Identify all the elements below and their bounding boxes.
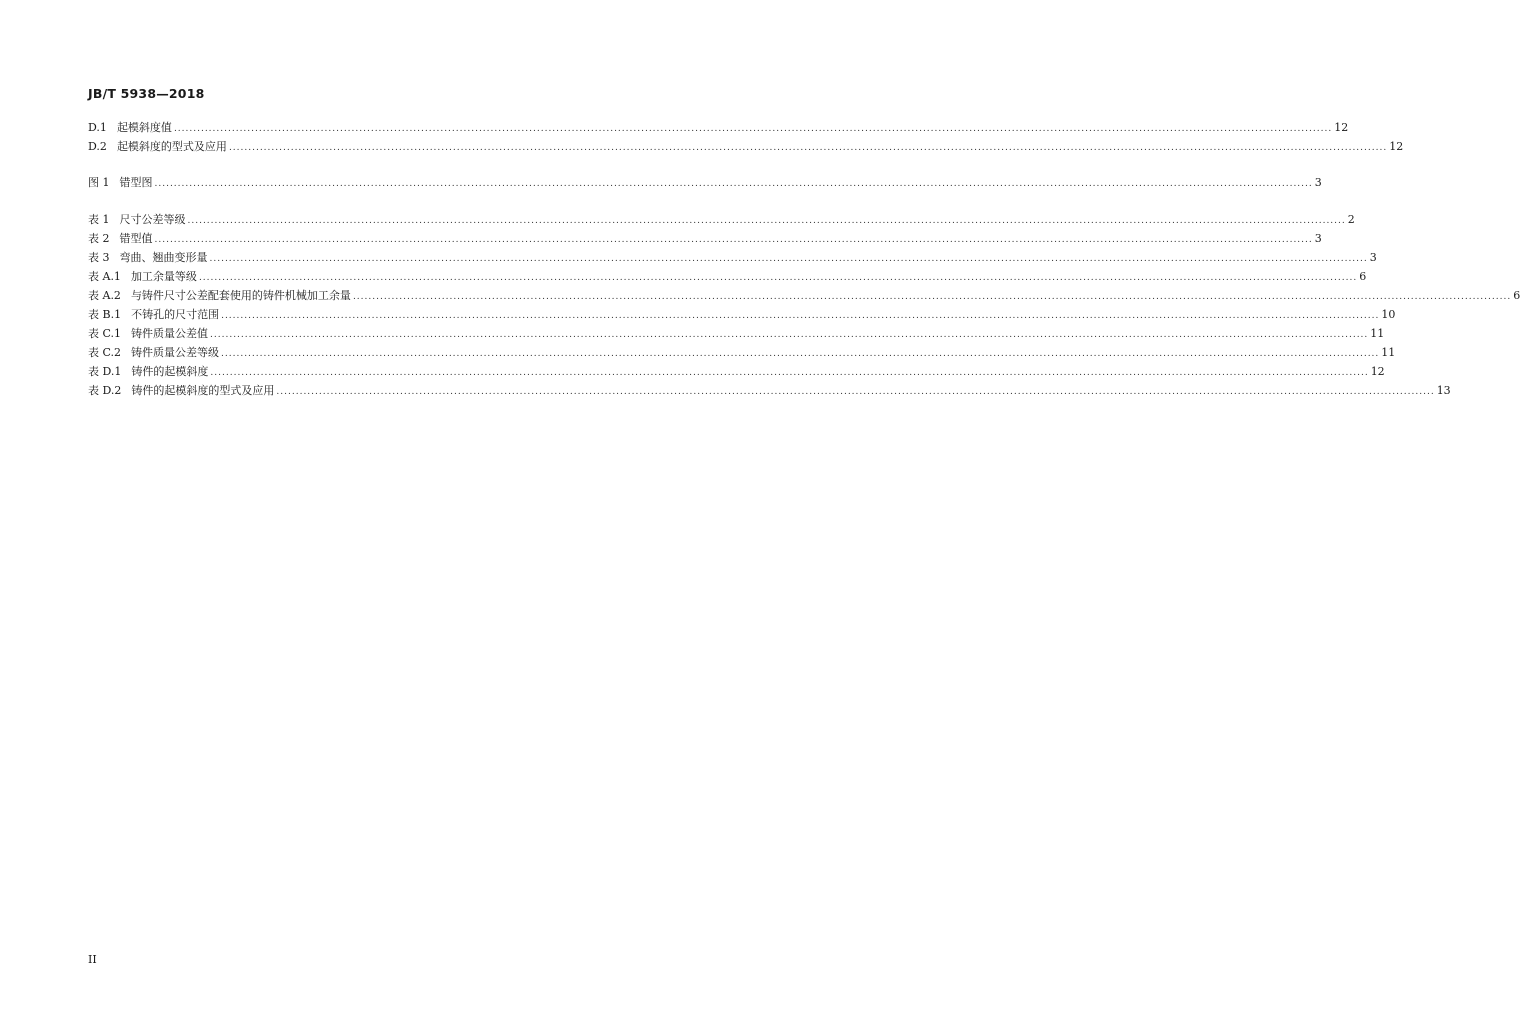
toc-entry-label: 表 2 <box>88 232 110 245</box>
toc-entry-page: 12 <box>1334 121 1349 134</box>
document-code: JB/T 5938—2018 <box>88 86 205 101</box>
toc-entry-title: 铸件质量公差等级 <box>131 346 220 359</box>
toc-leader-dots: ............................................................................................................................................................................................................................................................................................................ <box>198 273 1358 283</box>
toc-leader-dots: ............................................................................................................................................................................................................................................................................................................ <box>228 143 1388 153</box>
toc-entry-label: 表 3 <box>88 251 110 264</box>
toc-entry[interactable] <box>88 249 1377 267</box>
toc-entry[interactable] <box>88 306 1396 324</box>
toc-entry-page: 3 <box>1314 176 1322 189</box>
toc-entry[interactable] <box>88 363 1385 381</box>
toc-entry[interactable] <box>88 268 1367 286</box>
toc-entry-label: 表 1 <box>88 213 110 226</box>
page-number: II <box>88 953 97 966</box>
toc-leader-dots: ............................................................................................................................................................................................................................................................................................................ <box>221 311 1380 321</box>
toc-entry[interactable] <box>88 119 1349 137</box>
toc-entry[interactable] <box>88 325 1385 343</box>
toc-entry-page: 11 <box>1370 327 1385 340</box>
toc-entry-title: 铸件的起模斜度的型式及应用 <box>131 384 275 397</box>
toc-entry-page: 10 <box>1381 308 1396 321</box>
toc-entry-label: 表 D.1 <box>88 365 122 378</box>
toc-entry-page: 3 <box>1314 232 1322 245</box>
toc-entry-title: 起模斜度值 <box>116 121 172 134</box>
toc-leader-dots: ............................................................................................................................................................................................................................................................................................................ <box>187 216 1346 226</box>
toc-entry-label: 表 A.1 <box>88 270 121 283</box>
toc-entry-label: 表 C.2 <box>88 346 122 359</box>
toc-entry-page: 2 <box>1347 213 1355 226</box>
toc-entry[interactable] <box>88 287 1520 305</box>
toc-leader-dots: ............................................................................................................................................................................................................................................................................................................ <box>210 368 1369 378</box>
toc-leader-dots: ............................................................................................................................................................................................................................................................................................................ <box>154 179 1313 189</box>
toc-entry-title: 错型值 <box>119 232 153 245</box>
toc-entry-title: 尺寸公差等级 <box>119 213 186 226</box>
toc-entry[interactable] <box>88 211 1355 229</box>
toc-entry[interactable] <box>88 382 1451 400</box>
toc-entry-page: 12 <box>1389 140 1404 153</box>
toc-leader-dots: ............................................................................................................................................................................................................................................................................................................ <box>154 235 1313 245</box>
toc-entry-page: 3 <box>1369 251 1377 264</box>
toc-entry-label: 表 A.2 <box>88 289 121 302</box>
toc-entry-label: 表 C.1 <box>88 327 122 340</box>
toc-entry-title: 不铸孔的尺寸范围 <box>131 308 220 321</box>
toc-entry-title: 铸件质量公差值 <box>131 327 209 340</box>
toc-leader-dots: ............................................................................................................................................................................................................................................................................................................ <box>209 254 1368 264</box>
toc-entry-label: 图 1 <box>88 176 110 189</box>
toc-entry-label: D.2 <box>88 140 107 153</box>
toc-entry-title: 起模斜度的型式及应用 <box>116 140 227 153</box>
toc-entry-title: 弯曲、翘曲变形量 <box>119 251 208 264</box>
toc-leader-dots: ............................................................................................................................................................................................................................................................................................................ <box>221 349 1380 359</box>
toc-entry[interactable] <box>88 174 1322 192</box>
toc-entry-page: 12 <box>1370 365 1385 378</box>
toc-entry-label: D.1 <box>88 121 107 134</box>
toc-leader-dots: ............................................................................................................................................................................................................................................................................................................ <box>210 330 1369 340</box>
toc-entry-title: 错型图 <box>119 176 153 189</box>
toc-entry-label: 表 D.2 <box>88 384 122 397</box>
toc-entry-page: 11 <box>1381 346 1396 359</box>
toc-leader-dots: ............................................................................................................................................................................................................................................................................................................ <box>276 387 1435 397</box>
toc-entry-title: 加工余量等级 <box>130 270 197 283</box>
toc-entry[interactable] <box>88 230 1322 248</box>
toc-entry-page: 6 <box>1513 289 1520 302</box>
toc-entry[interactable] <box>88 138 1404 156</box>
toc-entry-page: 6 <box>1359 270 1367 283</box>
toc-entry-page: 13 <box>1436 384 1451 397</box>
toc-entry-label: 表 B.1 <box>88 308 122 321</box>
toc-entry[interactable] <box>88 344 1396 362</box>
toc-entry-title: 与铸件尺寸公差配套使用的铸件机械加工余量 <box>130 289 351 302</box>
toc-leader-dots: ............................................................................................................................................................................................................................................................................................................ <box>352 292 1512 302</box>
toc-entry-title: 铸件的起模斜度 <box>131 365 209 378</box>
toc-leader-dots: ............................................................................................................................................................................................................................................................................................................ <box>173 124 1333 134</box>
